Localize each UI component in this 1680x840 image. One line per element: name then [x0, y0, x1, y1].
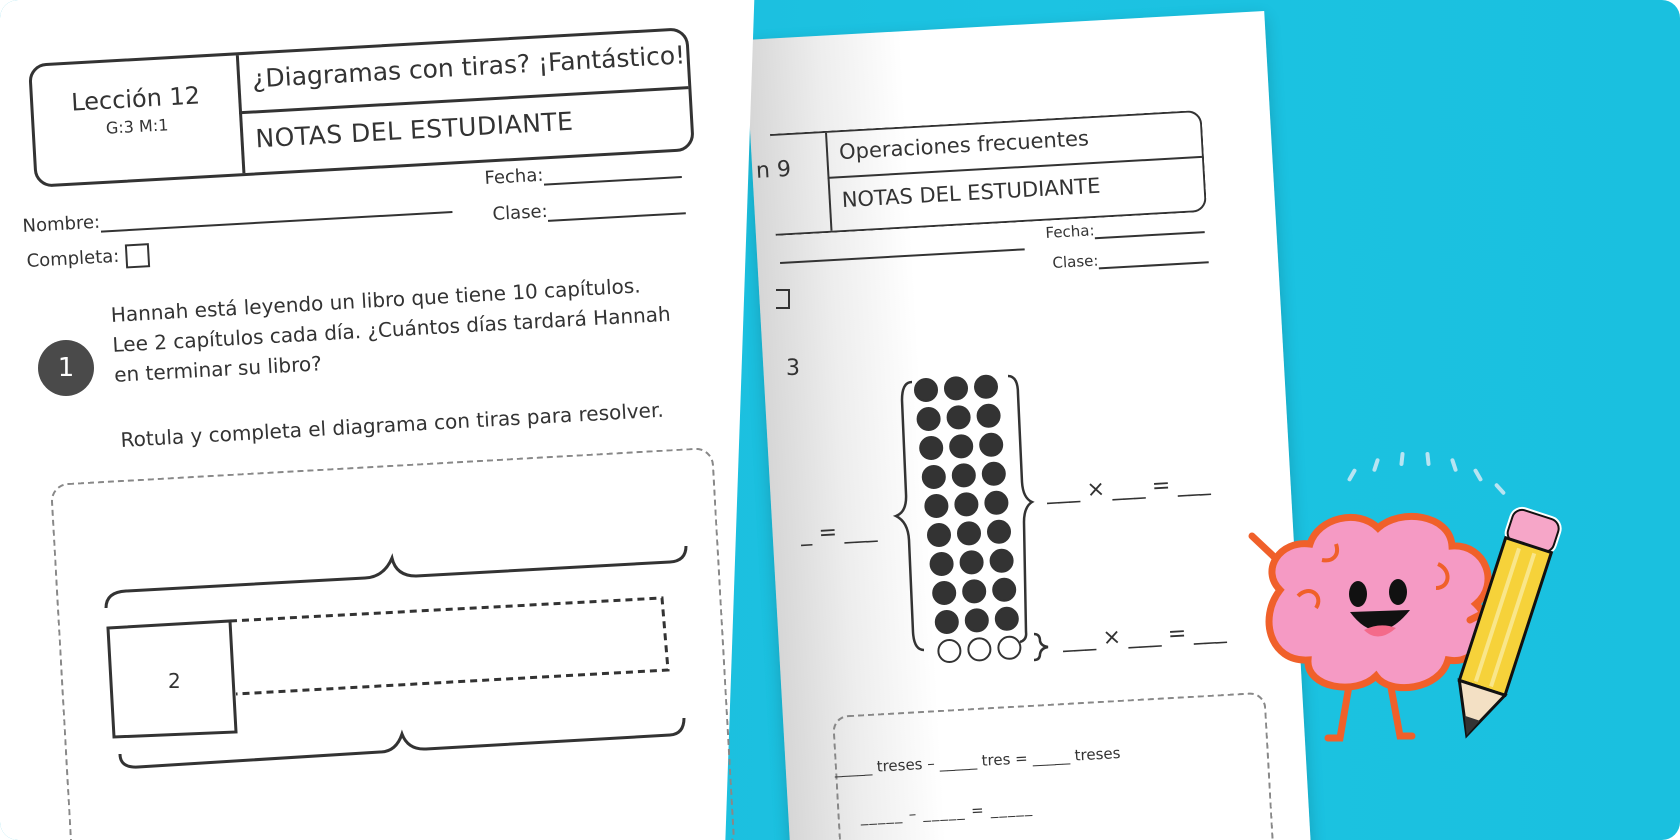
question-number-badge: 1 — [38, 340, 94, 396]
equation-left-fragment: _ = ___ — [800, 517, 878, 547]
filled-counter — [983, 463, 1005, 485]
sparkle-tick — [1425, 452, 1430, 466]
back-lesson-fragment: n 9 — [755, 156, 792, 184]
filled-counter — [955, 493, 977, 515]
sparkle-tick — [1450, 458, 1458, 473]
completa-label: Completa: — [26, 245, 120, 272]
clase-label: Clase: — [492, 200, 549, 225]
sparkle-tick — [1347, 468, 1357, 482]
empty-counter — [968, 638, 990, 660]
brain-body — [1269, 516, 1488, 687]
filled-counter — [920, 437, 942, 459]
empty-counter — [998, 637, 1020, 659]
filled-counter — [948, 406, 970, 428]
worksheet-subtitle: NOTAS DEL ESTUDIANTE — [254, 106, 575, 154]
filled-counter — [978, 405, 1000, 427]
lesson-cell — [31, 55, 245, 184]
filled-counter — [928, 524, 950, 546]
filled-counter — [953, 464, 975, 486]
filled-counter — [918, 408, 940, 430]
back-fecha-label: Fecha: — [1045, 221, 1095, 242]
tape-dashed-segment — [230, 598, 668, 694]
worksheet-title: ¿Diagramas con tiras? ¡Fantástico! — [251, 40, 686, 94]
filled-counter — [975, 376, 997, 398]
sparkle-tick — [1372, 458, 1380, 473]
right-brace-top — [1008, 376, 1032, 642]
sparkle-tick — [1494, 482, 1506, 495]
back-subtitle: NOTAS DEL ESTUDIANTE — [841, 173, 1102, 213]
back-title: Operaciones frecuentes — [838, 126, 1090, 165]
question-instruction: Rotula y completa el diagrama con tiras para resolver. — [120, 397, 665, 452]
lesson-label: Lección 12 — [70, 81, 201, 117]
back-fragment-number: 3 — [786, 356, 800, 381]
equation-mult-top: ___ × ___ = ___ — [1046, 470, 1211, 505]
equation-mult-bottom: ___ × ___ = ___ — [1062, 618, 1227, 653]
empty-counter — [938, 640, 960, 662]
question-text: Hannah está leyendo un libro que tiene 10 capítulos. Lee 2 capítulos cada día. ¿Cuántos días tardará Hannah en terminar su libro? — [110, 273, 672, 387]
filled-counter — [996, 608, 1018, 630]
filled-counter — [950, 435, 972, 457]
back-checkbox-fragment — [776, 289, 790, 309]
filled-counter — [961, 551, 983, 573]
back-clase-label: Clase: — [1052, 251, 1099, 272]
filled-counter — [936, 611, 958, 633]
filled-counter — [945, 377, 967, 399]
filled-counter — [931, 553, 953, 575]
filled-counter — [993, 579, 1015, 601]
treses-row: _____ treses – _____ tres = _____ treses — [834, 744, 1121, 778]
completa-checkbox — [125, 243, 150, 268]
top-brace — [106, 546, 686, 608]
filled-counter — [963, 580, 985, 602]
filled-counter — [958, 522, 980, 544]
filled-counter — [966, 609, 988, 631]
tape-value: 2 — [168, 669, 181, 693]
tape-diagram — [90, 520, 710, 770]
mascot-left-eye — [1349, 581, 1367, 607]
brain-mascot — [1240, 500, 1620, 760]
filled-counter — [923, 466, 945, 488]
counter-array — [890, 370, 1040, 670]
filled-counter — [980, 434, 1002, 456]
bottom-equation-row: _____ – _____ = _____ — [860, 798, 1034, 826]
filled-counter — [915, 379, 937, 401]
filled-counter — [985, 492, 1007, 514]
nombre-label: Nombre: — [22, 211, 101, 237]
filled-counter — [933, 582, 955, 604]
filled-counter — [988, 521, 1010, 543]
fecha-label: Fecha: — [484, 164, 544, 189]
right-brace-bottom — [1032, 632, 1054, 662]
grade-label: G:3 M:1 — [105, 115, 169, 138]
sparkle-tick — [1473, 468, 1483, 482]
filled-counter — [991, 550, 1013, 572]
filled-counter — [925, 495, 947, 517]
sparkle-tick — [1399, 452, 1404, 466]
mascot-right-eye — [1389, 579, 1407, 605]
